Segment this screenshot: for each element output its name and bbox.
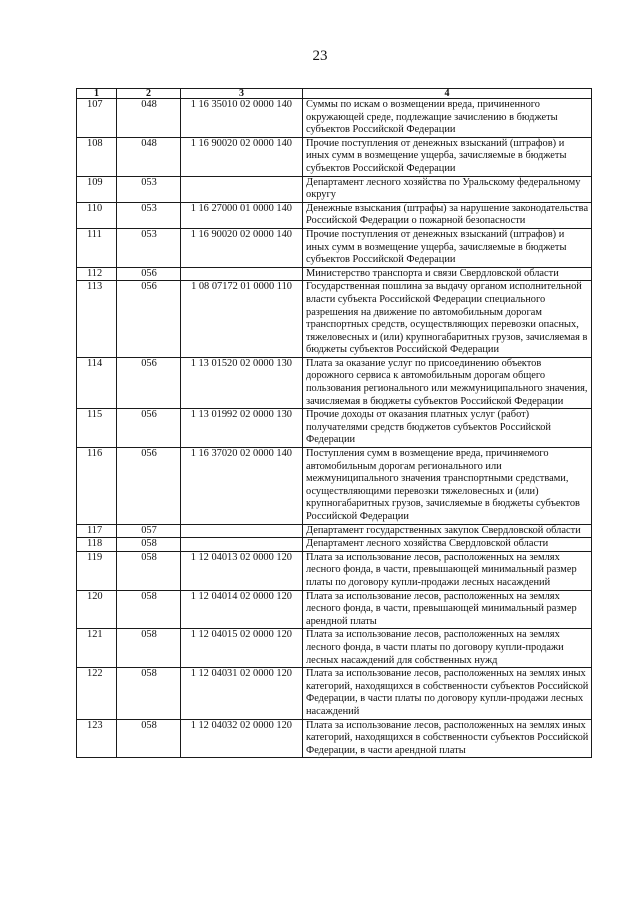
- table-body: [77, 99, 592, 758]
- revenue-code-cell: 1 12 04013 02 0000 120: [181, 551, 303, 590]
- table-row: [77, 629, 592, 668]
- table-header-row: [77, 89, 592, 99]
- revenue-code-cell: [181, 538, 303, 552]
- table-row: [77, 176, 592, 202]
- revenue-description-cell: Министерство транспорта и связи Свердловской области: [303, 267, 592, 281]
- row-number-cell: 120: [77, 590, 117, 629]
- admin-code-cell: 058: [117, 719, 181, 758]
- revenue-code-cell: 1 16 90020 02 0000 140: [181, 137, 303, 176]
- admin-code-cell: 058: [117, 590, 181, 629]
- header-col-4: 4: [303, 89, 592, 99]
- table-row: [77, 281, 592, 358]
- admin-code-cell: 058: [117, 538, 181, 552]
- revenue-description-cell: Денежные взыскания (штрафы) за нарушение законодательства Российской Федерации о пожарной безопасности: [303, 202, 592, 228]
- row-number-cell: 110: [77, 202, 117, 228]
- row-number-cell: 111: [77, 228, 117, 267]
- revenue-code-cell: 1 12 04015 02 0000 120: [181, 629, 303, 668]
- admin-code-cell: 056: [117, 357, 181, 408]
- admin-code-cell: 056: [117, 448, 181, 525]
- revenue-description-cell: Департамент лесного хозяйства по Уральскому федеральному округу: [303, 176, 592, 202]
- revenue-description-cell: Поступления сумм в возмещение вреда, причиняемого автомобильным дорогам регионального или межмуниципального значения транспортными средствами, осуществляющими перевозки тяжеловесных и (или) крупногабаритных грузов, зачисляемые в бюджеты субъектов Российской Федерации: [303, 448, 592, 525]
- revenue-code-cell: 1 16 37020 02 0000 140: [181, 448, 303, 525]
- admin-code-cell: 048: [117, 99, 181, 138]
- revenue-description-cell: Плата за использование лесов, расположенных на землях лесного фонда, в части, превышающей минимальный размер платы по договору купли-продажи лесных насаждений: [303, 551, 592, 590]
- header-col-2: 2: [117, 89, 181, 99]
- header-col-1: 1: [77, 89, 117, 99]
- admin-code-cell: 058: [117, 629, 181, 668]
- revenue-description-cell: Плата за использование лесов, расположенных на землях иных категорий, находящихся в собственности субъектов Российской Федерации, в части платы по договору купли-продажи лесных насаждений: [303, 668, 592, 719]
- revenue-description-cell: Суммы по искам о возмещении вреда, причиненного окружающей среде, подлежащие зачислению в бюджеты субъектов Российской Федерации: [303, 99, 592, 138]
- table-row: [77, 719, 592, 758]
- admin-code-cell: 056: [117, 281, 181, 358]
- table-row: [77, 448, 592, 525]
- table-row: [77, 590, 592, 629]
- header-col-3: 3: [181, 89, 303, 99]
- table-row: [77, 524, 592, 538]
- table-row: [77, 357, 592, 408]
- revenue-description-cell: Плата за оказание услуг по присоединению объектов дорожного сервиса к автомобильным дорогам общего пользования регионального или межмуниципального значения, зачисляемая в бюджеты субъектов Российской Федерации: [303, 357, 592, 408]
- table-row: [77, 228, 592, 267]
- table-row: [77, 99, 592, 138]
- revenue-description-cell: Плата за использование лесов, расположенных на землях лесного фонда, в части платы по договору купли-продажи лесных насаждений для собственных нужд: [303, 629, 592, 668]
- row-number-cell: 118: [77, 538, 117, 552]
- row-number-cell: 113: [77, 281, 117, 358]
- table-row: [77, 137, 592, 176]
- revenue-description-cell: Прочие поступления от денежных взысканий (штрафов) и иных сумм в возмещение ущерба, зачисляемые в бюджеты субъектов Российской Федерации: [303, 228, 592, 267]
- row-number-cell: 123: [77, 719, 117, 758]
- revenue-description-cell: Департамент государственных закупок Свердловской области: [303, 524, 592, 538]
- row-number-cell: 122: [77, 668, 117, 719]
- revenue-description-cell: Плата за использование лесов, расположенных на землях лесного фонда, в части, превышающей минимальный размер арендной платы: [303, 590, 592, 629]
- row-number-cell: 115: [77, 409, 117, 448]
- admin-code-cell: 053: [117, 176, 181, 202]
- revenue-codes-table: [76, 88, 592, 758]
- revenue-code-cell: 1 16 90020 02 0000 140: [181, 228, 303, 267]
- admin-code-cell: 056: [117, 409, 181, 448]
- revenue-description-cell: Плата за использование лесов, расположенных на землях иных категорий, находящихся в собственности субъектов Российской Федерации, в части арендной платы: [303, 719, 592, 758]
- table-row: [77, 538, 592, 552]
- revenue-description-cell: Департамент лесного хозяйства Свердловской области: [303, 538, 592, 552]
- admin-code-cell: 053: [117, 202, 181, 228]
- revenue-code-cell: 1 13 01520 02 0000 130: [181, 357, 303, 408]
- row-number-cell: 112: [77, 267, 117, 281]
- admin-code-cell: 056: [117, 267, 181, 281]
- revenue-description-cell: Прочие поступления от денежных взысканий (штрафов) и иных сумм в возмещение ущерба, зачисляемые в бюджеты субъектов Российской Федерации: [303, 137, 592, 176]
- table-row: [77, 202, 592, 228]
- admin-code-cell: 053: [117, 228, 181, 267]
- admin-code-cell: 058: [117, 551, 181, 590]
- revenue-code-cell: 1 12 04032 02 0000 120: [181, 719, 303, 758]
- admin-code-cell: 048: [117, 137, 181, 176]
- revenue-code-cell: 1 13 01992 02 0000 130: [181, 409, 303, 448]
- revenue-code-cell: [181, 267, 303, 281]
- row-number-cell: 117: [77, 524, 117, 538]
- table-row: [77, 409, 592, 448]
- revenue-code-cell: [181, 524, 303, 538]
- row-number-cell: 107: [77, 99, 117, 138]
- row-number-cell: 109: [77, 176, 117, 202]
- revenue-description-cell: Прочие доходы от оказания платных услуг (работ) получателями средств бюджетов субъектов Российской Федерации: [303, 409, 592, 448]
- row-number-cell: 108: [77, 137, 117, 176]
- revenue-code-cell: 1 12 04014 02 0000 120: [181, 590, 303, 629]
- row-number-cell: 121: [77, 629, 117, 668]
- row-number-cell: 114: [77, 357, 117, 408]
- table-row: [77, 551, 592, 590]
- revenue-description-cell: Государственная пошлина за выдачу органом исполнительной власти субъекта Российской Федерации специального разрешения на движение по автомобильным дорогам транспортных средств, осуществляющих перевозки опасных, тяжеловесных и (или) крупногабаритных грузов, зачисляемая в бюджеты субъектов Российской Федерации: [303, 281, 592, 358]
- revenue-code-cell: 1 12 04031 02 0000 120: [181, 668, 303, 719]
- row-number-cell: 119: [77, 551, 117, 590]
- revenue-code-cell: 1 08 07172 01 0000 110: [181, 281, 303, 358]
- row-number-cell: 116: [77, 448, 117, 525]
- table-row: [77, 267, 592, 281]
- revenue-code-cell: [181, 176, 303, 202]
- page-number: 23: [312, 48, 328, 64]
- admin-code-cell: 057: [117, 524, 181, 538]
- revenue-code-cell: 1 16 27000 01 0000 140: [181, 202, 303, 228]
- table-row: [77, 668, 592, 719]
- revenue-code-cell: 1 16 35010 02 0000 140: [181, 99, 303, 138]
- admin-code-cell: 058: [117, 668, 181, 719]
